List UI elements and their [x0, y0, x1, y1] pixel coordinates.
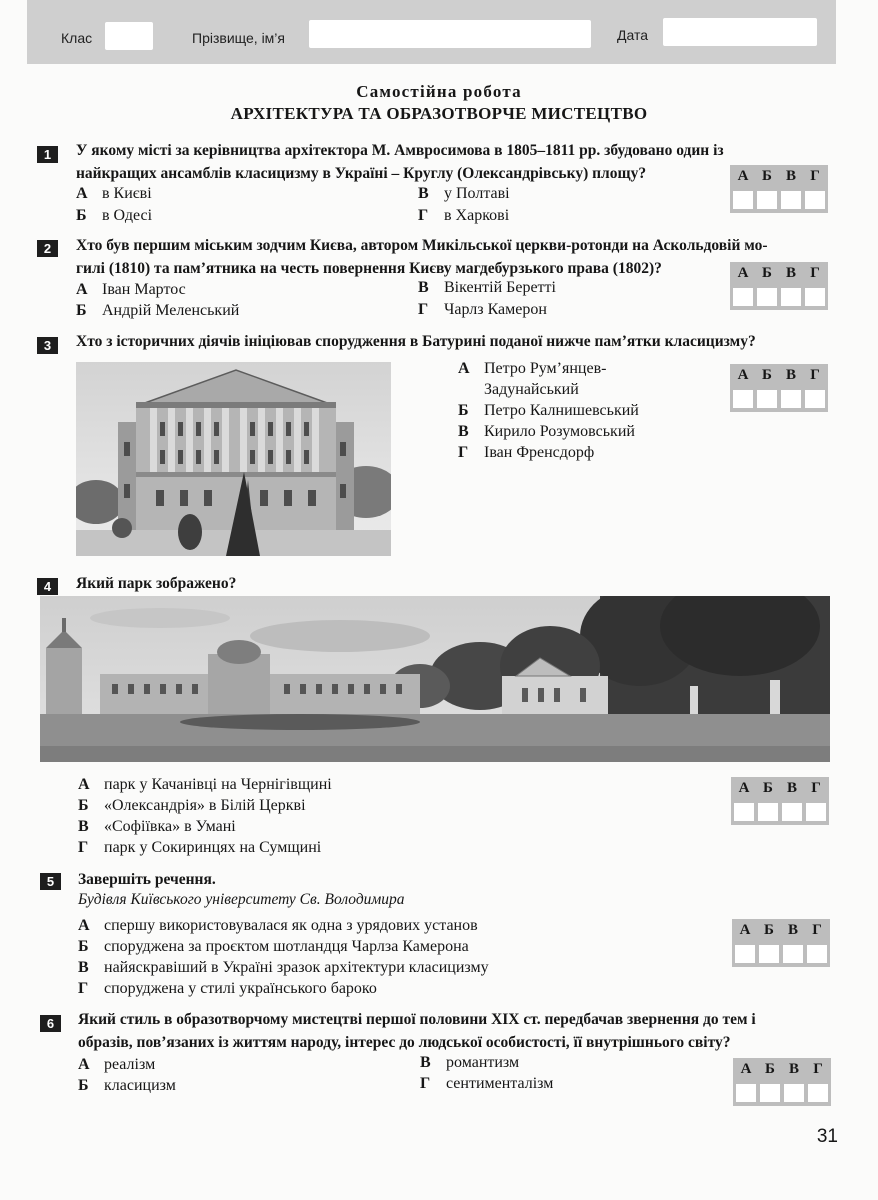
option-g[interactable]: Г Іван Френсдорф — [458, 444, 595, 461]
option-g[interactable]: Г сентименталізм — [420, 1075, 554, 1092]
answer-grid: А Б В Г — [730, 364, 828, 412]
answer-cell-v[interactable] — [781, 191, 801, 209]
date-label: Дата — [617, 27, 649, 43]
option-g[interactable]: Г споруджена у стилі українського бароко — [78, 980, 377, 997]
option-b[interactable]: Б Петро Калнишевський — [458, 402, 639, 419]
palace-photo — [76, 362, 391, 556]
option-g[interactable]: Г в Харкові — [418, 207, 510, 224]
answer-cell-b[interactable] — [757, 288, 777, 306]
option-a[interactable]: А в Києві — [76, 185, 152, 202]
answer-cell-b[interactable] — [758, 803, 778, 821]
option-b[interactable]: Б «Олександрія» в Білій Церкві — [78, 797, 306, 814]
option-b[interactable]: Б споруджена за проєктом шотландця Чарлза Камерона — [78, 938, 469, 955]
answer-cell-a[interactable] — [735, 945, 755, 963]
question-text: Який стиль в образотворчому мистецтві першої половини XIX ст. передбачав звернення до тем і образів, пов’язаних із життям народу, інтерес до людської особистості, її внутрішнього світу? — [78, 1011, 756, 1051]
answer-cell-a[interactable] — [736, 1084, 756, 1102]
class-field[interactable] — [105, 22, 153, 50]
question-text: Хто був першим міським зодчим Києва, автором Микільської церкви-ротонди на Аскольдовій мо- гилі (1810) та пам’ятника на честь повернення Києву магдебурзького права (1802)? — [76, 237, 768, 277]
answer-cell-a[interactable] — [733, 191, 753, 209]
option-g[interactable]: Г Чарлз Камерон — [418, 301, 547, 318]
option-b[interactable]: Б в Одесі — [76, 207, 153, 224]
answer-cell-b[interactable] — [759, 945, 779, 963]
worksheet-subtitle: Самостійна робота — [356, 82, 522, 101]
option-v[interactable]: В Вікентій Беретті — [418, 279, 556, 296]
option-b[interactable]: Б класицизм — [78, 1077, 176, 1094]
answer-cell-g[interactable] — [805, 191, 825, 209]
answer-cell-g[interactable] — [808, 1084, 828, 1102]
answer-cell-v[interactable] — [781, 390, 801, 408]
option-a[interactable]: А реалізм — [78, 1056, 156, 1073]
park-photo — [40, 596, 830, 762]
answer-cell-g[interactable] — [807, 945, 827, 963]
name-label: Прізвище, ім’я — [192, 30, 285, 46]
question-number: 3 — [37, 337, 58, 354]
option-v[interactable]: В найяскравіший в Україні зразок архітектури класицизму — [78, 959, 489, 976]
question-text: У якому місті за керівництва архітектора М. Амвросимова в 1805–1811 рр. збудовано один із найкращих ансамблів класицизму в Україні – Круглу (Олександрівську) площу? — [76, 142, 724, 182]
palace-illustration — [76, 362, 391, 556]
answer-cell-b[interactable] — [760, 1084, 780, 1102]
question-number: 6 — [40, 1015, 61, 1032]
question-text: Завершіть речення. — [78, 871, 216, 888]
answer-grid: А Б В Г — [730, 165, 828, 213]
option-v[interactable]: В Кирило Розумовський — [458, 423, 635, 440]
answer-cell-b[interactable] — [757, 191, 777, 209]
answer-cell-g[interactable] — [805, 288, 825, 306]
option-a[interactable]: А спершу використовувалася як одна з урядових установ — [78, 917, 478, 934]
question-number: 2 — [37, 240, 58, 257]
option-v[interactable]: В у Полтаві — [418, 185, 510, 202]
date-field[interactable] — [663, 18, 817, 46]
option-a[interactable]: А Іван Мартос — [76, 281, 186, 298]
question-text: Хто з історичних діячів ініціював спорудження в Батурині поданої нижче пам’ятки класицизму? — [76, 333, 756, 350]
answer-cell-g[interactable] — [806, 803, 826, 821]
answer-cell-v[interactable] — [783, 945, 803, 963]
park-illustration — [40, 596, 830, 762]
option-a[interactable]: А парк у Качанівці на Чернігівщині — [78, 776, 332, 793]
answer-grid: А Б В Г — [732, 919, 830, 967]
answer-cell-v[interactable] — [784, 1084, 804, 1102]
class-label: Клас — [61, 30, 93, 46]
option-v[interactable]: В романтизм — [420, 1054, 520, 1071]
answer-cell-v[interactable] — [782, 803, 802, 821]
option-a[interactable]: А Петро Рум’янцев-Задунайський — [458, 360, 607, 398]
header-band — [27, 0, 836, 64]
question-text: Який парк зображено? — [76, 575, 237, 592]
answer-cell-v[interactable] — [781, 288, 801, 306]
page-number: 31 — [816, 1126, 838, 1147]
answer-grid: А Б В Г — [733, 1058, 831, 1106]
answer-cell-b[interactable] — [757, 390, 777, 408]
option-b[interactable]: Б Андрій Меленський — [76, 302, 240, 319]
answer-grid: А Б В Г — [730, 262, 828, 310]
answer-cell-g[interactable] — [805, 390, 825, 408]
worksheet-title: АРХІТЕКТУРА ТА ОБРАЗОТВОРЧЕ МИСТЕЦТВО — [230, 104, 648, 123]
question-subtitle: Будівля Київського університету Св. Володимира — [78, 891, 405, 908]
answer-cell-a[interactable] — [733, 288, 753, 306]
answer-grid: А Б В Г — [731, 777, 829, 825]
option-v[interactable]: В «Софіївка» в Умані — [78, 818, 236, 835]
answer-cell-a[interactable] — [733, 390, 753, 408]
question-number: 1 — [37, 146, 58, 163]
name-field[interactable] — [309, 20, 591, 48]
option-g[interactable]: Г парк у Сокиринцях на Сумщині — [78, 839, 322, 856]
question-number: 5 — [40, 873, 61, 890]
question-number: 4 — [37, 578, 58, 595]
answer-cell-a[interactable] — [734, 803, 754, 821]
